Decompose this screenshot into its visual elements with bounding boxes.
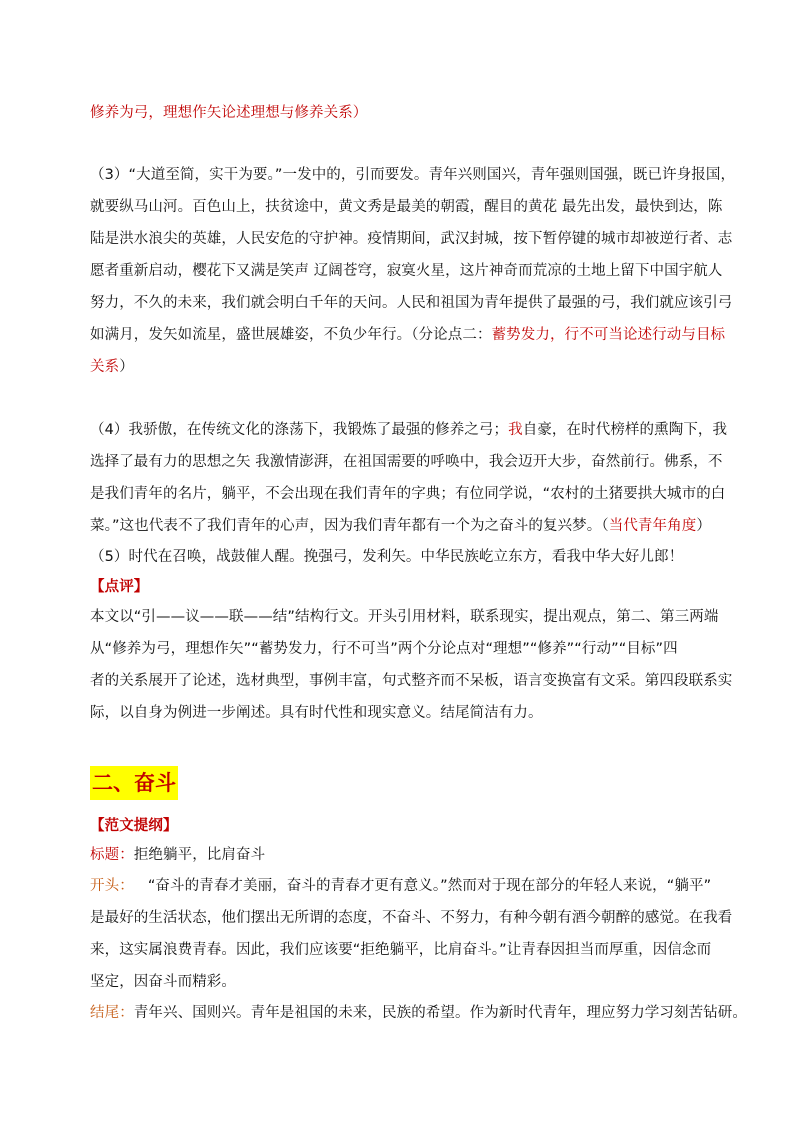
paragraph-4-highlight: 我: [508, 422, 523, 438]
paragraph-5-line: （5）时代在召唤，战鼓催人醒。挽强弓，发利矢。中华民族屹立东方，看我中华大好儿郎！: [90, 549, 684, 565]
outline-opening-text: “奋斗的青春才美丽，奋斗的青春才更有意义。”然而对于现在部分的年轻人来说，“躺平”: [147, 878, 712, 894]
paragraph-3-text: 如满月，发矢如流星，盛世展雄姿，不负少年行。（分论点二：: [90, 327, 492, 343]
paragraph-4-line: [90, 420, 727, 440]
sub-argument-2-highlight: 蓄势发力，行不可当论述行动与目标: [491, 327, 726, 343]
paragraph-3-line: 愿者重新启动，樱花下又满是笑声 辽阔苍穹，寂寞火星，这片神奇而荒凉的土地上留下中国宇航人: [90, 263, 723, 279]
youth-perspective-highlight: 当代青年角度: [608, 518, 697, 534]
paragraph-3-line: 陆是洪水浪尖的英雄，人民安危的守护神。疫情期间，武汉封城，按下暂停键的城市却被逆行者、志: [90, 231, 733, 247]
outline-title-label: 标题：: [90, 847, 134, 863]
outline-ending-row: [90, 1003, 747, 1023]
outline-title-text: 拒绝躺平，比肩奋斗: [133, 847, 266, 863]
comment-line: 者的关系展开了论述，选材典型，事例丰富，句式整齐而不呆板，语言变换富有文采。第四段联系实: [90, 673, 733, 689]
paragraph-3-line: [90, 357, 134, 377]
paragraph-3-line: 就要纵马山河。百色山上，扶贫途中，黄文秀是最美的朝霞，醒目的黄花 最先出发，最快到达，陈: [90, 199, 723, 215]
paragraph-4-text: 菜。”这也代表不了我们青年的心声，因为我们青年都有一个为之奋斗的复兴梦。（: [90, 518, 609, 534]
paragraph-3-line: （3）“大道至简，实干为要。”一发中的，引而要发。青年兴则国兴，青年强则国强，既已许身报国，: [90, 167, 736, 183]
paragraph-4-line: 选择了最有力的思想之矢 我激情澎湃，在祖国需要的呼唤中，我会迈开大步，奋然前行。佛系，不: [90, 454, 723, 470]
paragraph-4-text: ）: [696, 518, 711, 534]
paragraph-4-text: （4）我骄傲，在传统文化的涤荡下，我锻炼了最强的修养之弓；: [90, 422, 509, 438]
outline-label: 【范文提纲】: [90, 818, 178, 834]
outline-ending-text: 青年兴、国则兴。青年是祖国的未来，民族的希望。作为新时代青年，理应努力学习刻苦钻研。: [133, 1005, 748, 1021]
outline-opening-line: 坚定，因奋斗而精彩。: [90, 974, 236, 990]
paragraph-3-line: 努力，不久的未来，我们就会明白千年的天问。人民和祖国为青年提供了最强的弓，我们就应该引弓: [90, 295, 733, 311]
comment-label: 【点评】: [90, 579, 149, 595]
paragraph-3-text: ）: [119, 359, 134, 375]
outline-opening-line: 是最好的生活状态，他们摆出无所谓的态度，不奋斗、不努力，有种今朝有酒今朝醉的感觉。在我看: [90, 910, 733, 926]
section-heading: 二、奋斗: [90, 766, 178, 800]
comment-line: 本文以“引——议——联——结”结构行文。开头引用材料，联系现实，提出观点，第二、第三两端: [90, 609, 719, 625]
paragraph-3-line: [90, 325, 725, 345]
outline-title-row: [90, 845, 265, 865]
comment-line: 际，以自身为例进一步阐述。具有时代性和现实意义。结尾简洁有力。: [90, 705, 543, 721]
outline-opening-row: [90, 876, 711, 896]
outline-ending-label: 结尾：: [90, 1005, 134, 1021]
paragraph-4-line: [90, 516, 711, 536]
paragraph-4-text: 自豪，在时代榜样的熏陶下，我: [522, 422, 728, 438]
outline-opening-line: 来，这实属浪费青春。因此，我们应该要“拒绝躺平，比肩奋斗。”让青春因担当而厚重，因信念而: [90, 942, 712, 958]
outline-opening-label: 开头：: [90, 878, 134, 894]
sub-argument-2-highlight: 关系: [90, 359, 120, 375]
paragraph-2-ending: 修养为弓，理想作矢论述理想与修养关系）: [90, 105, 368, 121]
paragraph-4-line: 是我们青年的名片，躺平，不会出现在我们青年的字典；有位同学说，“农村的土猪要拱大城市的白: [90, 486, 726, 502]
comment-line: 从“修养为弓，理想作矢”“蓄势发力，行不可当”两个分论点对“理想”“修养”“行动”“目标”四: [90, 641, 678, 657]
